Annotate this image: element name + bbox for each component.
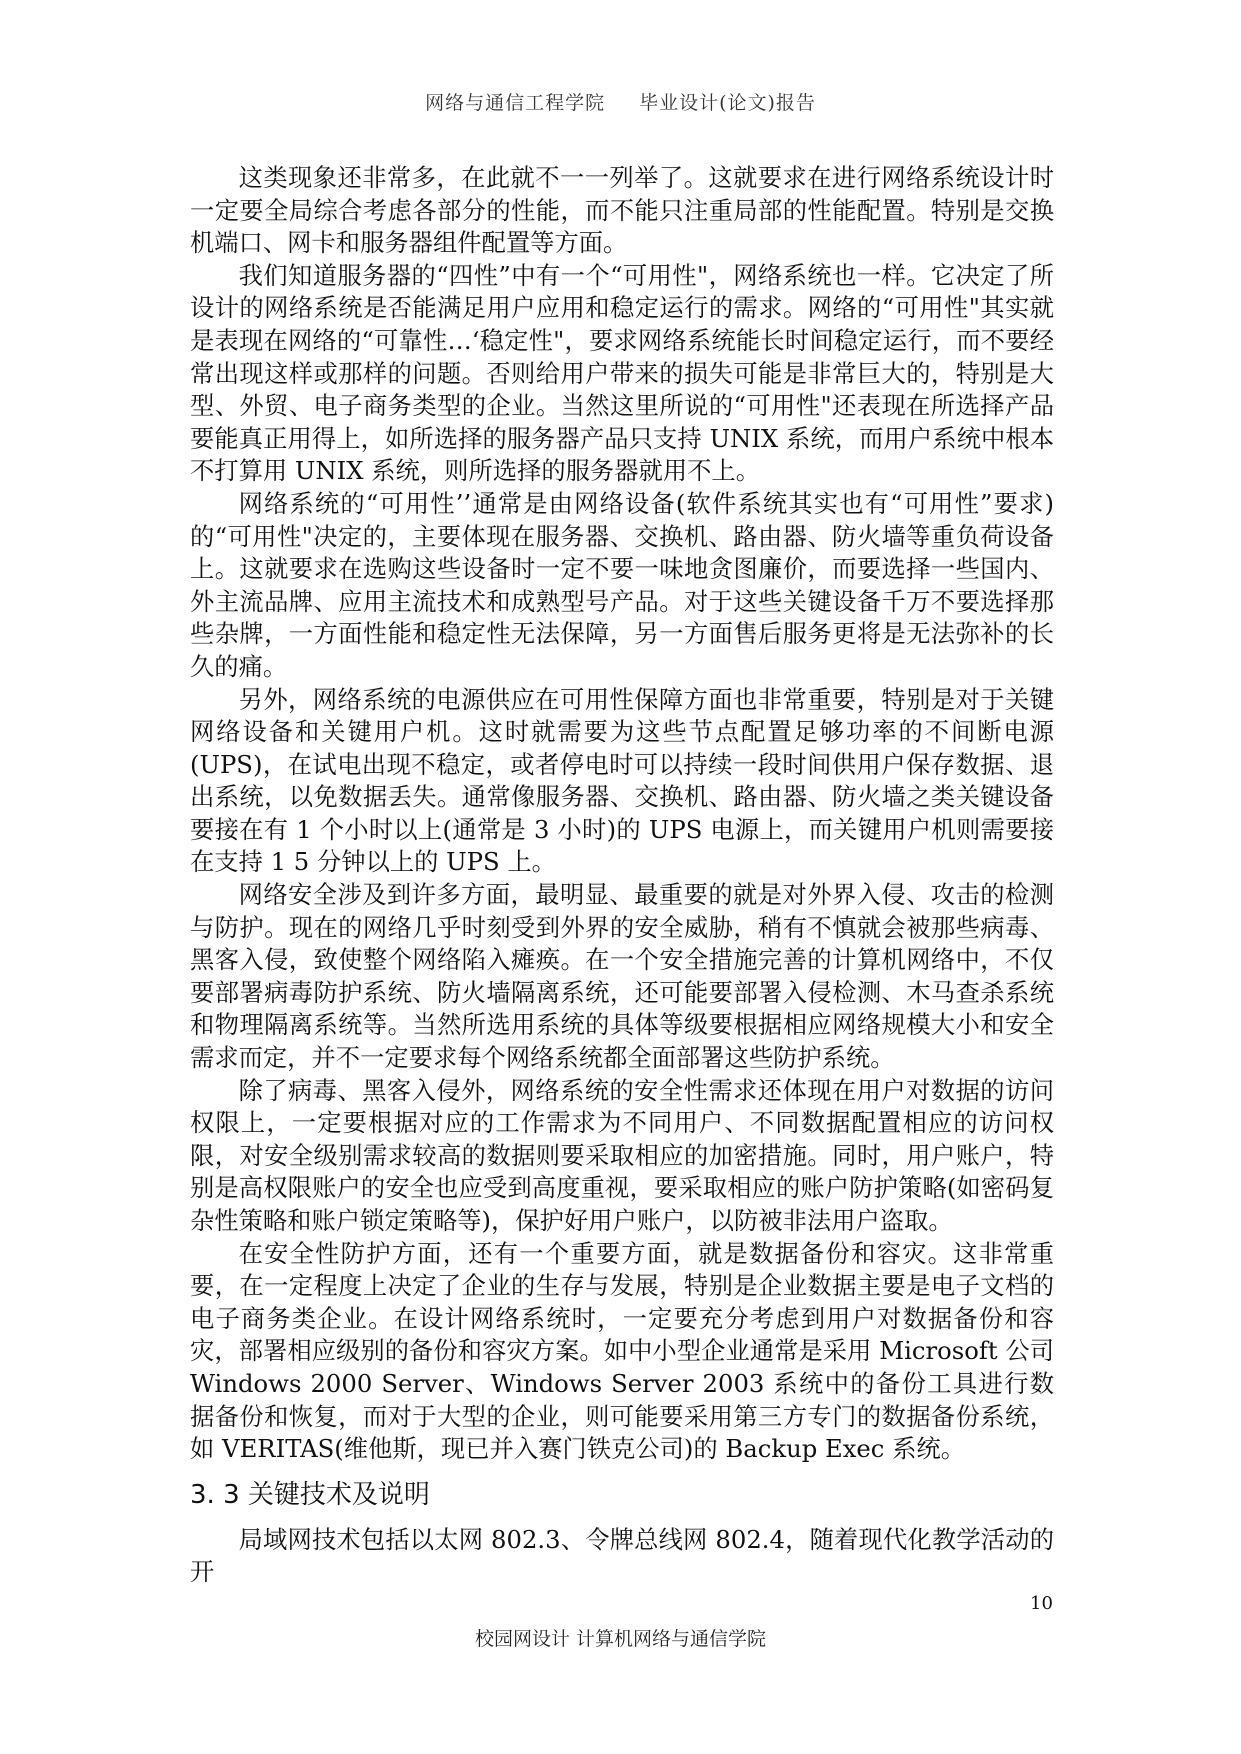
paragraph-7: 在安全性防护方面，还有一个重要方面，就是数据备份和容灾。这非常重要，在一定程度上决定了企业的生存与发展，特别是企业数据主要是电子文档的电子商务类企业。在设计网络系统时，一定要充分考虑到用户对数据备份和容灾，部署相应级别的备份和容灾方案。如中小型企业通常是采用 Microsoft 公司 Windows 2000 Server、Windows Server 2003 系统中的备份工具进行数据备份和恢复，而对于大型的企业，则可能要采用第三方专门的数据备份系统，如 VERITAS(维他斯，现已并入赛门铁克公司)的 Backup Exec 系统。	[190, 1238, 1054, 1464]
paragraph-5: 网络安全涉及到许多方面，最明显、最重要的就是对外界入侵、攻击的检测与防护。现在的网络几乎时刻受到外界的安全威胁，稍有不慎就会被那些病毒、黑客入侵，致使整个网络陷入瘫痪。在一个安全措施完善的计算机网络中，不仅要部署病毒防护系统、防火墙隔离系统，还可能要部署入侵检测、木马查杀系统和物理隔离系统等。当然所选用系统的具体等级要根据相应网络规模大小和安全需求而定，并不一定要求每个网络系统都全面部署这些防护系统。	[190, 880, 1054, 1073]
page-number: 10	[1030, 1593, 1053, 1614]
paragraph-4: 另外，网络系统的电源供应在可用性保障方面也非常重要，特别是对于关键网络设备和关键用户机。这时就需要为这些节点配置足够功率的不间断电源(UPS)，在试电出现不稳定，或者停电时可以持续一段时间供用户保存数据、退出系统，以免数据丢失。通常像服务器、交换机、路由器、防火墙之类关键设备要接在有 1 个小时以上(通常是 3 小时)的 UPS 电源上，而关键用户机则需要接在支持 1 5 分钟以上的 UPS 上。	[190, 684, 1054, 877]
paragraph-6: 除了病毒、黑客入侵外，网络系统的安全性需求还体现在用户对数据的访问权限上，一定要根据对应的工作需求为不同用户、不同数据配置相应的访问权限，对安全级别需求较高的数据则要采取相应的加密措施。同时，用户账户，特别是高权限账户的安全也应受到高度重视，要采取相应的账户防护策略(如密码复杂性策略和账户锁定策略等)，保护好用户账户，以防被非法用户盗取。	[190, 1075, 1054, 1235]
header-doc-type: 毕业设计(论文)报告	[639, 92, 816, 114]
header-school: 网络与通信工程学院	[425, 92, 606, 114]
page-header	[0, 88, 1241, 115]
section-paragraph-1: 局域网技术包括以太网 802.3、令牌总线网 802.4，随着现代化教学活动的开	[190, 1524, 1054, 1587]
page-footer: 校园网设计 计算机网络与通信学院	[474, 1628, 767, 1650]
section-heading: 3. 3 关键技术及说明	[190, 1479, 430, 1510]
paragraph-2: 我们知道服务器的“四性”中有一个“可用性"，网络系统也一样。它决定了所设计的网络系统是否能满足用户应用和稳定运行的需求。网络的“可用性"其实就是表现在网络的“可靠性…‘稳定性"，要求网络系统能长时间稳定运行，而不要经常出现这样或那样的问题。否则给用户带来的损失可能是非常巨大的，特别是大型、外贸、电子商务类型的企业。当然这里所说的“可用性"还表现在所选择产品要能真正用得上，如所选择的服务器产品只支持 UNIX 系统，而用户系统中根本不打算用 UNIX 系统，则所选择的服务器就用不上。	[190, 260, 1054, 486]
paragraph-1: 这类现象还非常多，在此就不一一列举了。这就要求在进行网络系统设计时一定要全局综合考虑各部分的性能，而不能只注重局部的性能配置。特别是交换机端口、网卡和服务器组件配置等方面。	[190, 163, 1054, 258]
paragraph-3: 网络系统的“可用性’’通常是由网络设备(软件系统其实也有“可用性”要求)的“可用性"决定的，主要体现在服务器、交换机、路由器、防火墙等重负荷设备上。这就要求在选购这些设备时一定不要一味地贪图廉价，而要选择一些国内、外主流品牌、应用主流技术和成熟型号产品。对于这些关键设备千万不要选择那些杂牌，一方面性能和稳定性无法保障，另一方面售后服务更将是无法弥补的长久的痛。	[190, 488, 1054, 681]
document-body	[190, 162, 1054, 1589]
